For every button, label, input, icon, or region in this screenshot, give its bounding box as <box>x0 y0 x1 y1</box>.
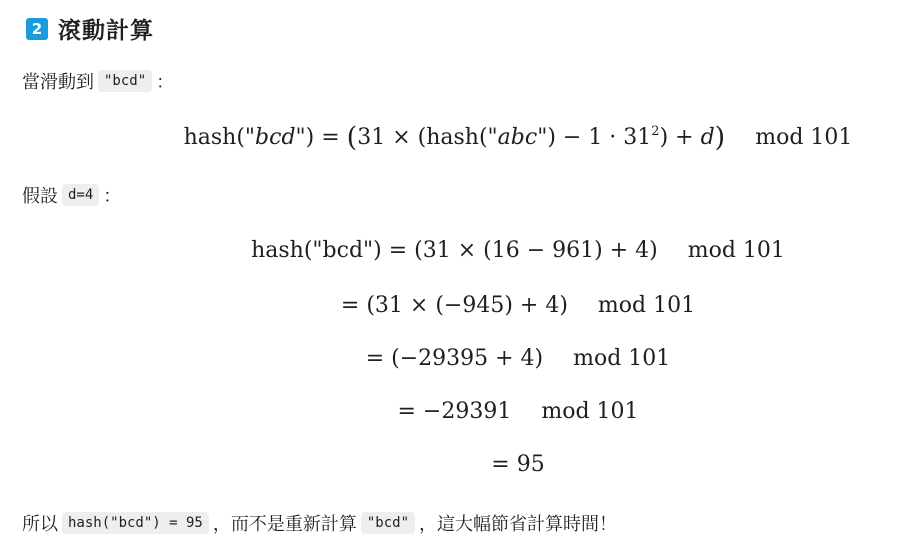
rolling-hash-formula <box>184 122 853 153</box>
step-expr: = −29391 <box>397 399 512 424</box>
step-mod: mod 101 <box>597 293 696 318</box>
step-number-badge: 2 <box>26 18 48 40</box>
intro-colon: ： <box>156 72 175 93</box>
assume-colon: ： <box>103 186 122 207</box>
step-expr: = (31 × (−945) + 4) <box>340 293 568 318</box>
inline-code-hash-result: hash("bcd") = 95 <box>62 512 209 534</box>
conclusion-suffix: ，這大幅節省計算時間！ <box>419 514 618 535</box>
step-expr: = (−29395 + 4) <box>365 346 544 371</box>
assume-text: 假設 <box>22 186 58 207</box>
section-heading <box>26 12 154 45</box>
formula-part2: ") − 1 · 31 <box>537 125 652 150</box>
conclusion-line <box>22 510 617 536</box>
formula-mod: mod 101 <box>755 125 853 150</box>
formula-open-paren: ( <box>346 122 358 153</box>
inline-code-bcd-2: "bcd" <box>361 512 415 534</box>
section-title: 滾動計算 <box>58 18 154 44</box>
step-expr: = 95 <box>491 452 545 477</box>
intro-line <box>22 68 174 94</box>
formula-part3: ) + <box>659 125 701 150</box>
inline-code-d: d=4 <box>62 184 99 206</box>
step-mod: mod 101 <box>687 238 785 263</box>
formula-abc: abc <box>497 125 538 150</box>
step-2 <box>341 293 695 318</box>
intro-text: 當滑動到 <box>22 72 94 93</box>
formula-exponent: 2 <box>651 124 660 139</box>
inline-code-bcd: "bcd" <box>98 70 152 92</box>
assume-line <box>22 182 121 208</box>
step-1 <box>251 238 785 263</box>
step-mod: mod 101 <box>541 399 639 424</box>
formula-d: d <box>700 125 715 150</box>
formula-lhs: hash("bcd") = <box>183 125 347 150</box>
conclusion-prefix: 所以 <box>22 514 58 535</box>
step-5 <box>491 452 544 477</box>
formula-close-paren: ) <box>714 122 726 153</box>
step-expr: hash("bcd") = (31 × (16 − 961) + 4) <box>251 238 658 263</box>
step-mod: mod 101 <box>573 346 671 371</box>
step-4 <box>397 399 638 424</box>
conclusion-middle: ，而不是重新計算 <box>212 514 357 535</box>
formula-part1: 31 × (hash(" <box>357 125 498 150</box>
step-3 <box>366 346 671 371</box>
